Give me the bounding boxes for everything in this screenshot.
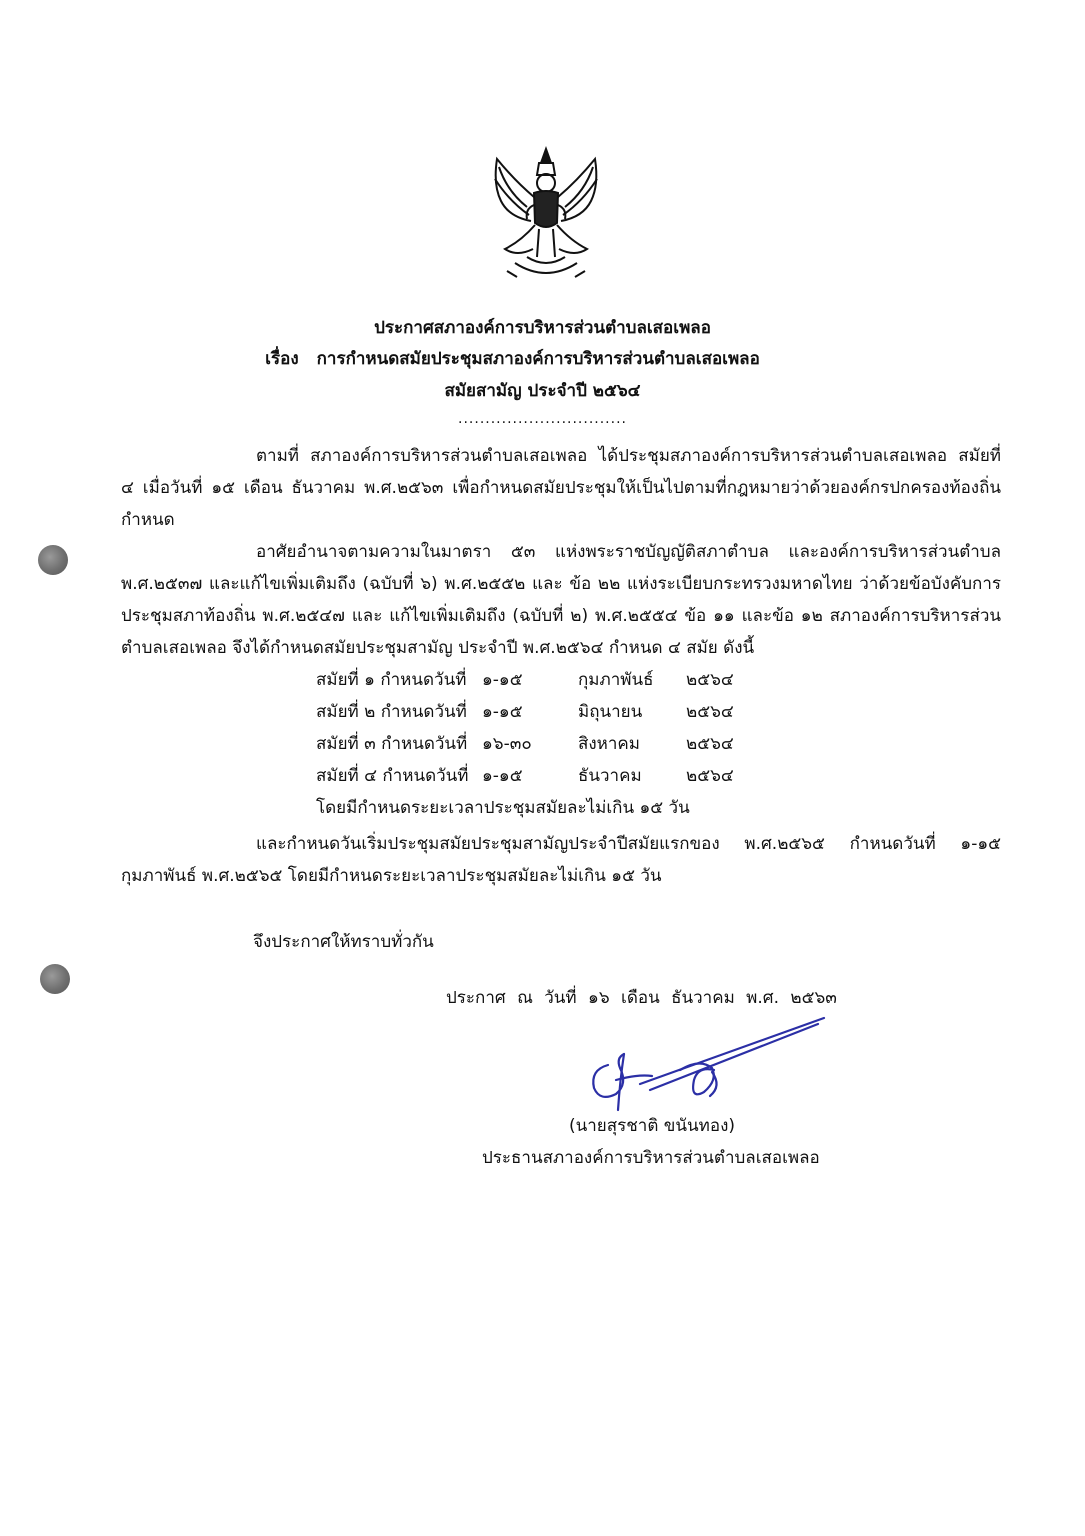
announcement-line: จึงประกาศให้ทราบทั่วกัน xyxy=(253,932,434,952)
session-month: มิถุนายน xyxy=(578,702,643,722)
session-label: สมัยที่ ๓ กำหนดวันที่ xyxy=(316,734,468,754)
schedule-row xyxy=(316,664,734,696)
paragraph-text: และกำหนดวันเริ่มประชุมสมัยประชุมสามัญประจำปีสมัยแรกของ พ.ศ.๒๕๖๕ กำหนดวันที่ ๑-๑๕ กุมภาพันธ์ พ.ศ.๒๕๖๕ โดยมีกำหนดระยะเวลาประชุมสมัยละไม่เกิน ๑๕ วัน xyxy=(121,834,1001,886)
session-days: ๑-๑๕ xyxy=(482,670,523,690)
session-days: ๑-๑๕ xyxy=(482,766,523,786)
session-label: สมัยที่ ๑ กำหนดวันที่ xyxy=(316,670,467,690)
session-days: ๑๖-๓๐ xyxy=(482,734,532,754)
session-year: ๒๕๖๔ xyxy=(686,702,734,722)
schedule-row xyxy=(316,728,734,760)
garuda-emblem-icon xyxy=(487,145,605,285)
session-label: สมัยที่ ๔ กำหนดวันที่ xyxy=(316,766,469,786)
paragraph-text: ตามที่ สภาองค์การบริหารส่วนตำบลเสอเพลอ ได้ประชุมสภาองค์การบริหารส่วนตำบลเสอเพลอ สมัยที่ ๔ เมื่อวันที่ ๑๕ เดือน ธันวาคม พ.ศ.๒๕๖๓ เพื่อกำหนดสมัยประชุมให้เป็นไปตามที่กฎหมายว่าด้วยองค์กรปกครองท้องถิ่นกำหนด xyxy=(121,446,1001,530)
session-month: ธันวาคม xyxy=(578,766,642,786)
handwritten-signature-icon xyxy=(580,1010,840,1120)
session-month: สิงหาคม xyxy=(578,734,641,754)
paragraph-background xyxy=(121,440,1001,536)
punch-hole-icon xyxy=(40,964,70,994)
signer-title: ประธานสภาองค์การบริหารส่วนตำบลเสอเพลอ xyxy=(482,1148,820,1168)
session-year: ๒๕๖๔ xyxy=(686,766,734,786)
session-heading: สมัยสามัญ ประจำปี ๒๕๖๔ xyxy=(444,381,641,401)
schedule-row xyxy=(316,696,734,728)
schedule-note: โดยมีกำหนดระยะเวลาประชุมสมัยละไม่เกิน ๑๕ วัน xyxy=(316,798,690,818)
session-days: ๑-๑๕ xyxy=(482,702,523,722)
subject-label: เรื่อง xyxy=(265,349,299,369)
session-month: กุมภาพันธ์ xyxy=(578,670,654,690)
subject-text: การกำหนดสมัยประชุมสภาองค์การบริหารส่วนตำบลเสอเพลอ xyxy=(316,349,760,369)
session-year: ๒๕๖๔ xyxy=(686,734,734,754)
signer-name: (นายสุรชาติ ขนันทอง) xyxy=(569,1116,736,1136)
punch-hole-icon xyxy=(38,545,68,575)
paragraph-text: อาศัยอำนาจตามความในมาตรา ๕๓ แห่งพระราชบัญญัติสภาตำบล และองค์การบริหารส่วนตำบล พ.ศ.๒๕๓๗ และแก้ไขเพิ่มเติมถึง (ฉบับที่ ๖) พ.ศ.๒๕๕๒ และ ข้อ ๒๒ แห่งระเบียบกระทรวงมหาดไทย ว่าด้วยข้อบังคับการประชุมสภาท้องถิ่น พ.ศ.๒๕๔๗ และ แก้ไขเพิ่มเติมถึง (ฉบับที่ ๒) พ.ศ.๒๕๕๔ ข้อ ๑๑ และข้อ ๑๒ สภาองค์การบริหารส่วนตำบลเสอเพลอ จึงได้กำหนดสมัยประชุมสามัญ ประจำปี พ.ศ.๒๕๖๔ กำหนด ๔ สมัย ดังนี้ xyxy=(121,542,1001,658)
paragraph-next-year xyxy=(121,828,1001,892)
session-year: ๒๕๖๔ xyxy=(686,670,734,690)
subject-line xyxy=(0,346,1055,372)
schedule-row xyxy=(316,760,734,792)
session-label: สมัยที่ ๒ กำหนดวันที่ xyxy=(316,702,467,722)
document-title: ประกาศสภาองค์การบริหารส่วนตำบลเสอเพลอ xyxy=(374,318,711,338)
dated-line: ประกาศ ณ วันที่ ๑๖ เดือน ธันวาคม พ.ศ. ๒๕๖๓ xyxy=(446,988,837,1008)
paragraph-authority xyxy=(121,536,1001,664)
separator-dots: ............................... xyxy=(458,411,627,427)
